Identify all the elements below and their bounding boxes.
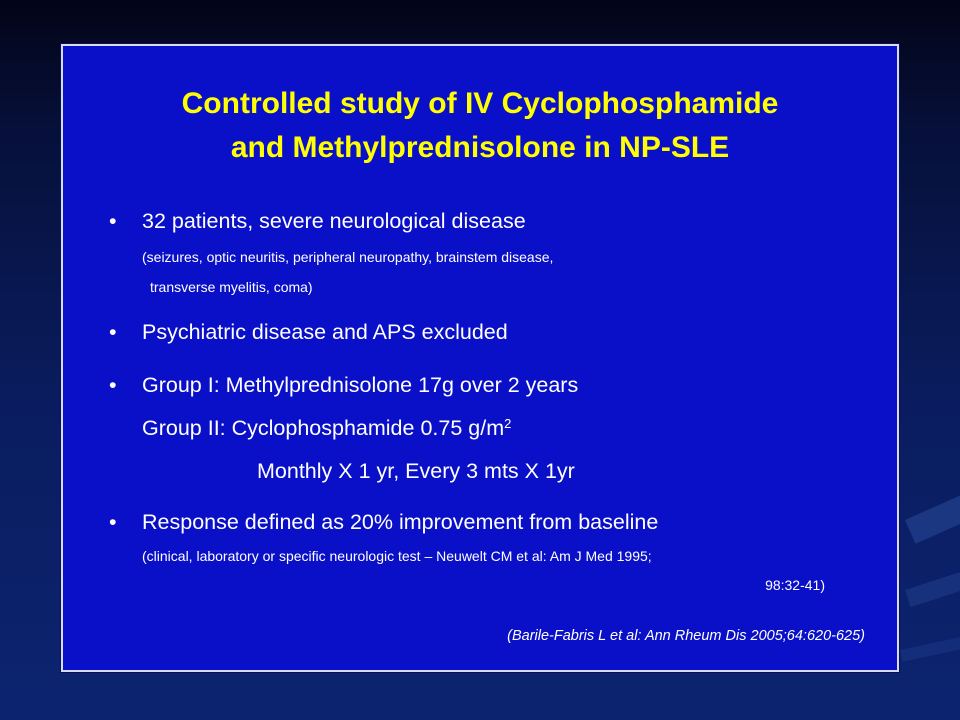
decorative-stripe	[905, 565, 960, 607]
bullet-3-group-1: Group I: Methylprednisolone 17g over 2 years	[142, 373, 579, 397]
slide-title	[63, 82, 897, 170]
bullet-3-group-2	[142, 415, 511, 441]
title-line-2: and Methylprednisolone in NP-SLE	[230, 131, 730, 164]
bullet-4-detail-line-2: 98:32-41)	[765, 577, 825, 593]
bullet-marker: •	[109, 373, 117, 397]
slide-panel	[61, 44, 899, 672]
decorative-stripe	[905, 487, 960, 543]
citation: (Barile-Fabris L et al: Ann Rheum Dis 2005;64:620-625)	[507, 628, 865, 644]
bullet-marker: •	[109, 320, 117, 344]
decorative-stripe	[900, 633, 960, 661]
bullet-3-schedule: Monthly X 1 yr, Every 3 mts X 1yr	[257, 459, 575, 483]
group-2-text: Group II: Cyclophosphamide 0.75 g/m	[142, 416, 505, 440]
bullet-1-detail-line-1: (seizures, optic neuritis, peripheral neuropathy, brainstem disease,	[142, 249, 554, 265]
bullet-4-detail-line-1: (clinical, laboratory or specific neurologic test – Neuwelt CM et al: Am J Med 1995;	[142, 548, 652, 564]
superscript-exponent: 2	[504, 415, 512, 431]
bullet-marker: •	[109, 510, 117, 534]
bullet-4-text: Response defined as 20% improvement from baseline	[142, 510, 659, 534]
bullet-1-detail-line-2: transverse myelitis, coma)	[150, 279, 313, 295]
bullet-marker: •	[109, 209, 117, 233]
bullet-1-text: 32 patients, severe neurological disease	[142, 209, 526, 233]
title-line-1: Controlled study of IV Cyclophosphamide	[181, 87, 779, 120]
bullet-2-text: Psychiatric disease and APS excluded	[142, 320, 508, 344]
